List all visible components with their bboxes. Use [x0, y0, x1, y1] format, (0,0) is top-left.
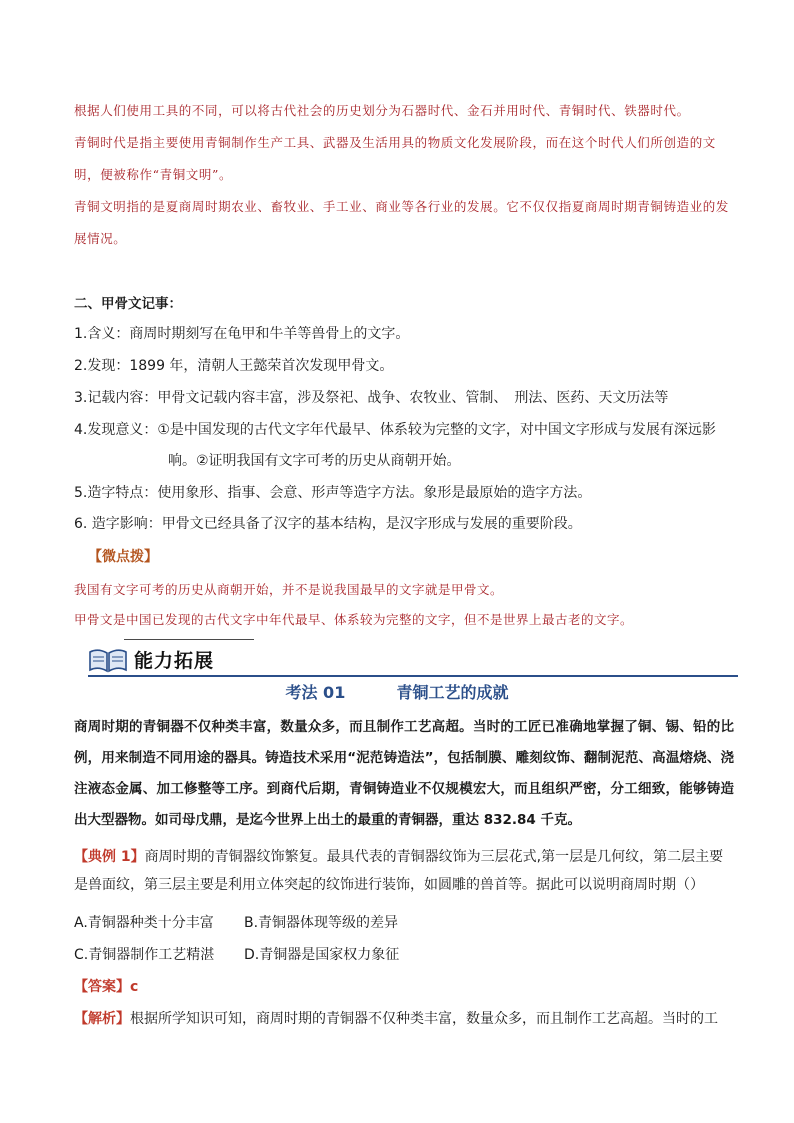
open-book-icon — [88, 644, 128, 674]
banner-label: 能力拓展 — [134, 650, 215, 672]
analysis-row — [74, 1008, 718, 1028]
banner-rule — [88, 675, 738, 677]
bronze-paragraph: 商周时期的青铜器不仅种类丰富，数量众多，而且制作工艺高超。当时的工匠已准确地掌握了铜、锡、铅的比例，用来制造不同用途的器具。铸造技术采用“泥范铸造法”，包括制膜、雕刻纹饰、翻制泥范、高温熔烧、浇注液态金属、加工修整等工序。到商代后期，青铜铸造业不仅规模宏大，而且组织严密，分工细致，能够铸造出大型器物。如司母戊鼎，是迄今世界上出土的最重的青铜器，重达 832.84 千克。 — [74, 719, 734, 828]
section-title: 二、甲骨文记事： — [74, 296, 182, 312]
tip-line-1: 我国有文字可考的历史从商朝开始，并不是说我国最早的文字就是甲骨文。 — [74, 582, 504, 597]
example-question-text: 商周时期的青铜器纹饰繁复。最具代表的青铜器纹饰为三层花式,第一层是几何纹，第二层主要是兽面纹，第三层主要是利用立体突起的纹饰进行装饰，如圆雕的兽首等。据此可以说明商周时期（） — [74, 849, 724, 893]
section-item-5: 5.造字特点：使用象形、指事、会意、形声等造字方法。象形是最原始的造字方法。 — [74, 485, 592, 501]
example-question — [74, 843, 736, 899]
answer-row — [74, 976, 138, 996]
banner-top-line — [124, 639, 254, 640]
section-item-6: 6. 造字影响：甲骨文已经具备了汉字的基本结构，是汉字形成与发展的重要阶段。 — [74, 516, 582, 532]
section-item-3: 3.记载内容：甲骨文记载内容丰富，涉及祭祀、战争、农牧业、管制、 刑法、医药、天文历法等 — [74, 390, 669, 406]
intro-paragraph-1: 根据人们使用工具的不同，可以将古代社会的历史划分为石器时代、金石并用时代、青铜时代、铁器时代。 — [74, 103, 690, 118]
answer-tag: 【答案】 — [74, 979, 130, 995]
intro-paragraph-2: 青铜时代是指主要使用青铜制作生产工具、武器及生活用具的物质文化发展阶段，而在这个时代人们所创造的文明，便被称作“青铜文明”。 — [74, 135, 716, 182]
section-item-2: 2.发现：1899 年，清朝人王懿荣首次发现甲骨文。 — [74, 358, 394, 374]
kaofa-heading — [0, 680, 794, 703]
answer-value: c — [130, 979, 139, 995]
kaofa-title: 青铜工艺的成就 — [396, 683, 509, 702]
option-c: C.青铜器制作工艺精湛 — [74, 947, 215, 963]
example-tag: 【典例 1】 — [74, 849, 145, 865]
option-d: D.青铜器是国家权力象征 — [244, 947, 400, 963]
tip-title: 【微点拨】 — [88, 549, 158, 565]
tip-line-2: 甲骨文是中国已发现的古代文字中年代最早、体系较为完整的文字，但不是世界上最古老的文字。 — [74, 612, 634, 627]
option-a: A.青铜器种类十分丰富 — [74, 915, 214, 931]
kaofa-number: 考法 01 — [285, 683, 346, 702]
section-item-4: 4.发现意义：①是中国发现的古代文字年代最早、体系较为完整的文字，对中国文字形成与发展有深远影 — [74, 422, 716, 438]
section-item-4-continued: 响。②证明我国有文字可考的历史从商朝开始。 — [168, 453, 461, 469]
section-item-1: 1.含义：商周时期刻写在龟甲和牛羊等兽骨上的文字。 — [74, 326, 410, 342]
section-banner — [88, 630, 738, 680]
analysis-tag: 【解析】 — [74, 1011, 130, 1027]
intro-paragraph-3: 青铜文明指的是夏商周时期农业、畜牧业、手工业、商业等各行业的发展。它不仅仅指夏商周时期青铜铸造业的发展情况。 — [74, 199, 730, 246]
option-b: B.青铜器体现等级的差异 — [244, 915, 399, 931]
analysis-text: 根据所学知识可知，商周时期的青铜器不仅种类丰富，数量众多，而且制作工艺高超。当时的工 — [130, 1011, 718, 1027]
